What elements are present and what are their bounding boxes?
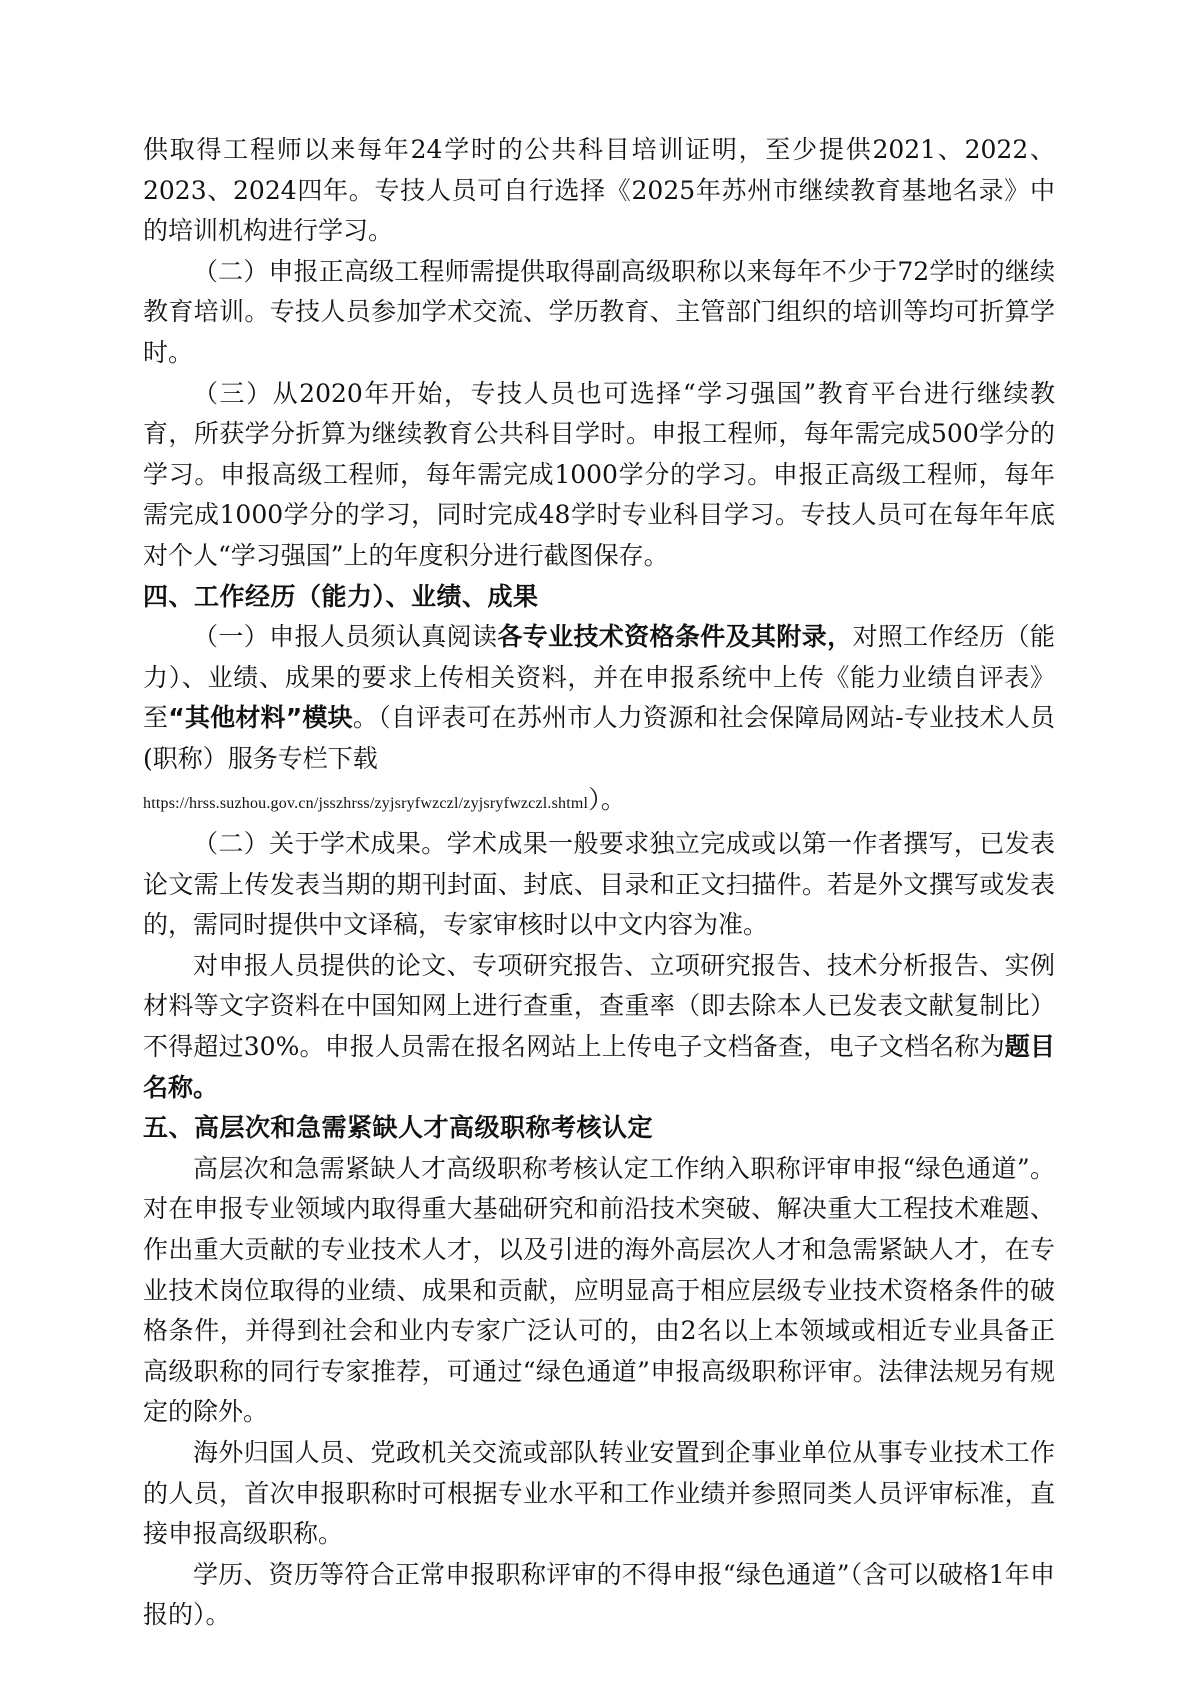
text-run: （一）申报人员须认真阅读 xyxy=(193,622,498,652)
download-link[interactable]: https://hrss.suzhou.gov.cn/jsszhrss/zyjsryfwzczl/zyjsryfwzczl.shtml xyxy=(143,794,589,812)
paragraph-green-channel-exclusion: 学历、资历等符合正常申报职称评审的不得申报“绿色通道”（含可以破格1年申报的）。 xyxy=(143,1559,1055,1630)
document-body xyxy=(143,130,1055,1636)
text-run: 对申报人员提供的论文、专项研究报告、立项研究报告、技术分析报告、实例材料等文字资料在中国知网上进行查重，查重率（即去除本人已发表文献复制比）不得超过30%。申报人员需在报名网站上上传电子文档备查，电子文档名称为 xyxy=(143,950,1055,1062)
paragraph-training-proof: 供取得工程师以来每年24学时的公共科目培训证明，至少提供2021、2022、2023、2024四年。专技人员可自行选择《2025年苏州市继续教育基地名录》中的培训机构进行学习。 xyxy=(143,135,1055,246)
text-run: 。（自评表可在苏州市人力资源和社会保障局网站-专业技术人员(职称）服务专栏下载 xyxy=(143,703,1055,773)
paragraph-green-channel: 高层次和急需紧缺人才高级职称考核认定工作纳入职称评审申报“绿色通道”。对在申报专业领域内取得重大基础研究和前沿技术突破、解决重大工程技术难题、作出重大贡献的专业技术人才，以及引进的海外高层次人才和急需紧缺人才，在专业技术岗位取得的业绩、成果和贡献，应明显高于相应层级专业技术资格条件的破格条件，并得到社会和业内专家广泛认可的，由2名以上本领域或相近专业具备正高级职称的同行专家推荐，可通过“绿色通道”申报高级职称评审。法律法规另有规定的除外。 xyxy=(143,1153,1055,1427)
text-run: 对照工作经历（能力）、业绩、成果的要求上传相关资料，并在申报系统中上传《能力业绩自评表》至 xyxy=(143,622,1055,733)
paragraph-academic-achievements: （二）关于学术成果。学术成果一般要求独立完成或以第一作者撰写，已发表论文需上传发表当期的期刊封面、封底、目录和正文扫描件。若是外文撰写或发表的，需同时提供中文译稿，专家审核时以中文内容为准。 xyxy=(143,829,1055,940)
section-heading-work-experience: 四、工作经历（能力）、业绩、成果 xyxy=(143,581,539,611)
paragraph-duplicate-check xyxy=(143,946,1055,1108)
paragraph-upload-materials xyxy=(143,617,1055,824)
text-run: ）。 xyxy=(588,784,626,814)
paragraph-senior-engineer-training: （二）申报正高级工程师需提供取得副高级职称以来每年不少于72学时的继续教育培训。专技人员参加学术交流、学历教育、主管部门组织的培训等均可折算学时。 xyxy=(143,256,1055,367)
section-heading-green-channel: 五、高层次和急需紧缺人才高级职称考核认定 xyxy=(143,1113,654,1143)
emphasis-qualification-conditions: 各专业技术资格条件及其附录， xyxy=(497,622,853,652)
paragraph-overseas-returnees: 海外归国人员、党政机关交流或部队转业安置到企事业单位从事专业技术工作的人员，首次申报职称时可根据专业水平和工作业绩并参照同类人员评审标准，直接申报高级职称。 xyxy=(143,1438,1055,1549)
paragraph-xuexi-qiangguo: （三）从2020年开始，专技人员也可选择“学习强国”教育平台进行继续教育，所获学分折算为继续教育公共科目学时。申报工程师，每年需完成500学分的学习。申报高级工程师，每年需完成1000学分的学习。申报正高级工程师，每年需完成1000学分的学习，同时完成48学时专业科目学习。专技人员可在每年年底对个人“学习强国”上的年度积分进行截图保存。 xyxy=(143,378,1055,570)
emphasis-other-materials: “其他材料”模块 xyxy=(168,703,353,733)
emphasis-title-name: 题目名称。 xyxy=(143,1032,1055,1102)
